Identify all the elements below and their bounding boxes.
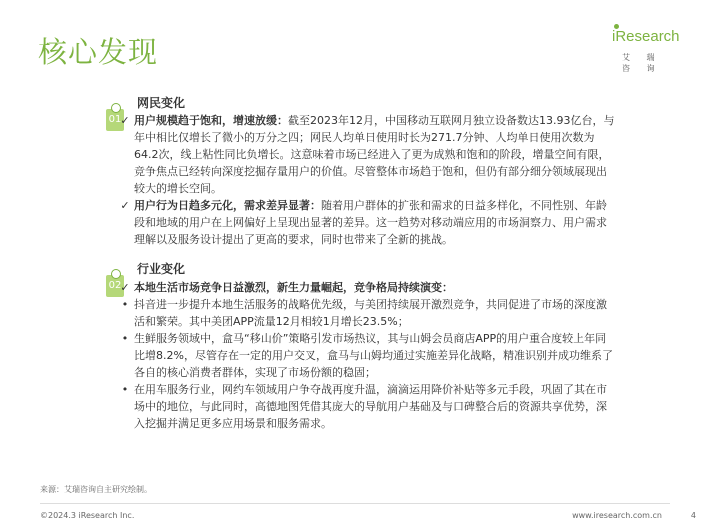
list-item [121, 381, 616, 432]
item-text: 抖音进一步提升本地生活服务的战略优先级，与美团持续展开激烈竞争，共同促进了市场的深度激活和繁荣。其中美团APP流量12月相较1月增长23.5%； [134, 298, 607, 328]
item-lead: 用户行为日趋多元化，需求差异显著： [134, 199, 321, 212]
copyright: ©2024.3 iResearch Inc. [40, 511, 135, 520]
page-number: 4 [690, 511, 696, 520]
footer-divider [40, 503, 670, 504]
bullet-icon: • [121, 298, 129, 311]
list-item [120, 279, 616, 296]
item-text: 在用车服务行业，网约车领域用户争夺战再度升温，滴滴运用降价补贴等多元手段，巩固了其在市场中的地位，与此同时，高德地图凭借其庞大的导航用户基础及与口碑整合后的资源共享优势，深入挖掘并满足更多应用场景和服务需求。 [134, 383, 607, 430]
item-text: 截至2023年12月，中国移动互联网月独立设备数达13.93亿台，与年中相比仅增长了微小的万分之四；网民人均单日使用时长为271.7分钟、人均单日使用次数为64.2次，线上粘性同比负增长。这意味着市场已经进入了更为成熟和饱和的阶段，增量空间有限，竞争焦点已经转向深度挖掘存量用户的价值。尽管整体市场趋于饱和，但仍有部分细分领域展现出较大的增长空间。 [134, 114, 615, 195]
logo-chinese: 艾 瑞 咨 询 [622, 53, 662, 73]
list-item [120, 197, 616, 248]
bullet-icon: • [121, 332, 129, 345]
list-item [120, 112, 616, 197]
list-item [121, 296, 616, 330]
section-heading-01: 网民变化 [137, 96, 186, 110]
item-lead: 用户规模趋于饱和，增速放缓： [134, 114, 288, 127]
section-heading-02: 行业变化 [137, 262, 186, 276]
item-lead: 本地生活市场竞争日益激烈，新生力量崛起，竞争格局持续演变： [134, 281, 453, 294]
page-title: 核心发现 [38, 35, 159, 69]
item-text: 生鲜服务领域中，盒马“移山价”策略引发市场热议，其与山姆会员商店APP的用户重合度较上年同比增8.2%，尽管存在一定的用户交叉，盒马与山姆均通过实施差异化战略，精准识别并成功维系了各自的核心消费者群体，实现了市场份额的稳固； [134, 332, 613, 379]
check-icon: ✓ [120, 281, 130, 294]
bullet-icon: • [121, 383, 129, 396]
item-text: 随着用户群体的扩张和需求的日益多样化，不同性别、年龄段和地域的用户在上网偏好上呈现出显著的差异。这一趋势对移动端应用的市场洞察力、用户需求理解以及服务设计提出了更高的要求，同时也带来了全新的挑战。 [134, 199, 607, 246]
check-icon: ✓ [120, 199, 130, 212]
section-badge-02: 02 [106, 275, 124, 297]
check-icon: ✓ [120, 114, 130, 127]
logo-brand: iResearch [612, 28, 680, 45]
iresearch-logo [612, 22, 684, 72]
list-item [121, 330, 616, 381]
section-badge-01: 01 [106, 109, 124, 131]
footer-url: www.iresearch.com.cn [572, 511, 662, 520]
source-note: 来源：艾瑞咨询自主研究绘制。 [40, 485, 152, 494]
